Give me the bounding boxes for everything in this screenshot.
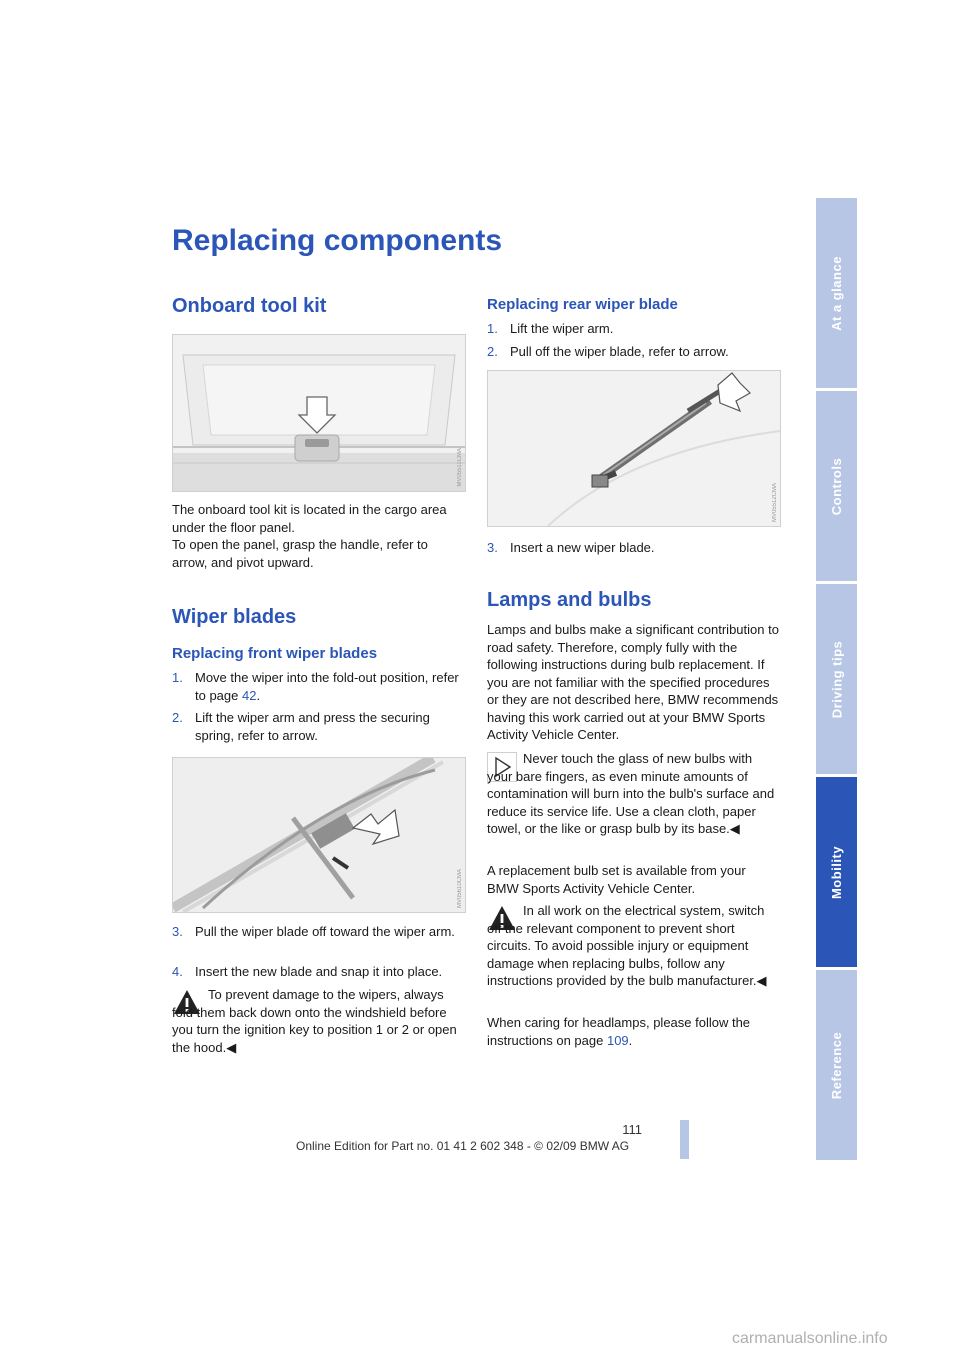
rear-step-3: 3. Insert a new wiper blade.: [487, 540, 655, 555]
page-link-109[interactable]: 109: [606, 1032, 629, 1048]
rear-wiper-illustration: [488, 371, 780, 526]
tab-driving-tips[interactable]: Driving tips: [816, 584, 857, 774]
figure-id: MV05511CMA: [457, 448, 463, 487]
lamps-heading: Lamps and bulbs: [487, 589, 652, 611]
electrical-warning: In all work on the electrical system, switch off the relevant component to prevent short circuits. To avoid possible injury or equipment damage when replacing bulbs, follow any instructions provided by the bulb manufacturer.◀: [487, 903, 767, 988]
cargo-area-figure: [172, 334, 466, 492]
page-title: Replacing components: [172, 224, 503, 257]
onboard-para-2: To open the panel, grasp the handle, refer to arrow, and pivot upward.: [172, 537, 428, 570]
page-link-42[interactable]: 42: [242, 687, 257, 703]
tab-controls[interactable]: Controls: [816, 391, 857, 581]
page-number: 111: [622, 1122, 642, 1137]
figure-id: MV05610CMA: [457, 868, 463, 908]
front-step-2: 2. Lift the wiper arm and press the securing spring, refer to arrow.: [172, 710, 430, 743]
front-wiper-illustration: [173, 758, 465, 912]
rear-wiper-figure: [487, 370, 781, 527]
rear-step-1: 1. Lift the wiper arm.: [487, 321, 614, 336]
bulb-set-para: A replacement bulb set is available from your BMW Sports Activity Vehicle Center.: [487, 863, 746, 896]
tab-mobility[interactable]: Mobility: [816, 777, 857, 967]
rear-wiper-heading: Replacing rear wiper blade: [487, 296, 678, 313]
figure-id: MV05512CMA: [772, 482, 778, 522]
tab-at-a-glance[interactable]: At a glance: [816, 198, 857, 388]
front-step-4: 4. Insert the new blade and snap it into place.: [172, 964, 443, 979]
side-tabs: [816, 198, 857, 1160]
onboard-para-1: The onboard tool kit is located in the cargo area under the floor panel.: [172, 502, 447, 535]
headlamp-care-para: When caring for headlamps, please follow the instructions on page 109.: [487, 1015, 751, 1048]
front-step-1: 1. Move the wiper into the fold-out position, refer to page 42.: [172, 670, 459, 703]
tab-reference[interactable]: Reference: [816, 970, 857, 1160]
front-step-3: 3. Pull the wiper blade off toward the wiper arm.: [172, 924, 455, 939]
wiper-warning: To prevent damage to the wipers, always fold them back down onto the windshield before you turn the ignition key to position 1 or 2 or open the hood.◀: [172, 987, 457, 1055]
wiper-heading: Wiper blades: [172, 606, 297, 628]
watermark: carmanualsonline.info: [732, 1330, 888, 1347]
footer-text: Online Edition for Part no. 01 41 2 602 348 - © 02/09 BMW AG: [296, 1139, 630, 1153]
bulb-note: Never touch the glass of new bulbs with your bare fingers, as even minute amounts of contamination will burn into the bulb's surface and reduce its service life. Use a clean cloth, paper towel, or the like or grasp bulb by its base.◀: [487, 751, 775, 836]
front-wiper-heading: Replacing front wiper blades: [172, 645, 378, 662]
lamps-intro: Lamps and bulbs make a significant contribution to road safety. Therefore, comply fully with the following instructions during bulb replacement. If you are not familiar with the specified procedures or they are not described here, BMW recommends having this work carried out at your BMW Sports Activity Vehicle Center.: [487, 622, 779, 742]
onboard-heading: Onboard tool kit: [172, 295, 327, 317]
cargo-area-illustration: [173, 335, 465, 491]
rear-step-2: 2. Pull off the wiper blade, refer to arrow.: [487, 344, 729, 359]
front-wiper-figure: [172, 757, 466, 913]
footer-bar: [680, 1120, 689, 1159]
